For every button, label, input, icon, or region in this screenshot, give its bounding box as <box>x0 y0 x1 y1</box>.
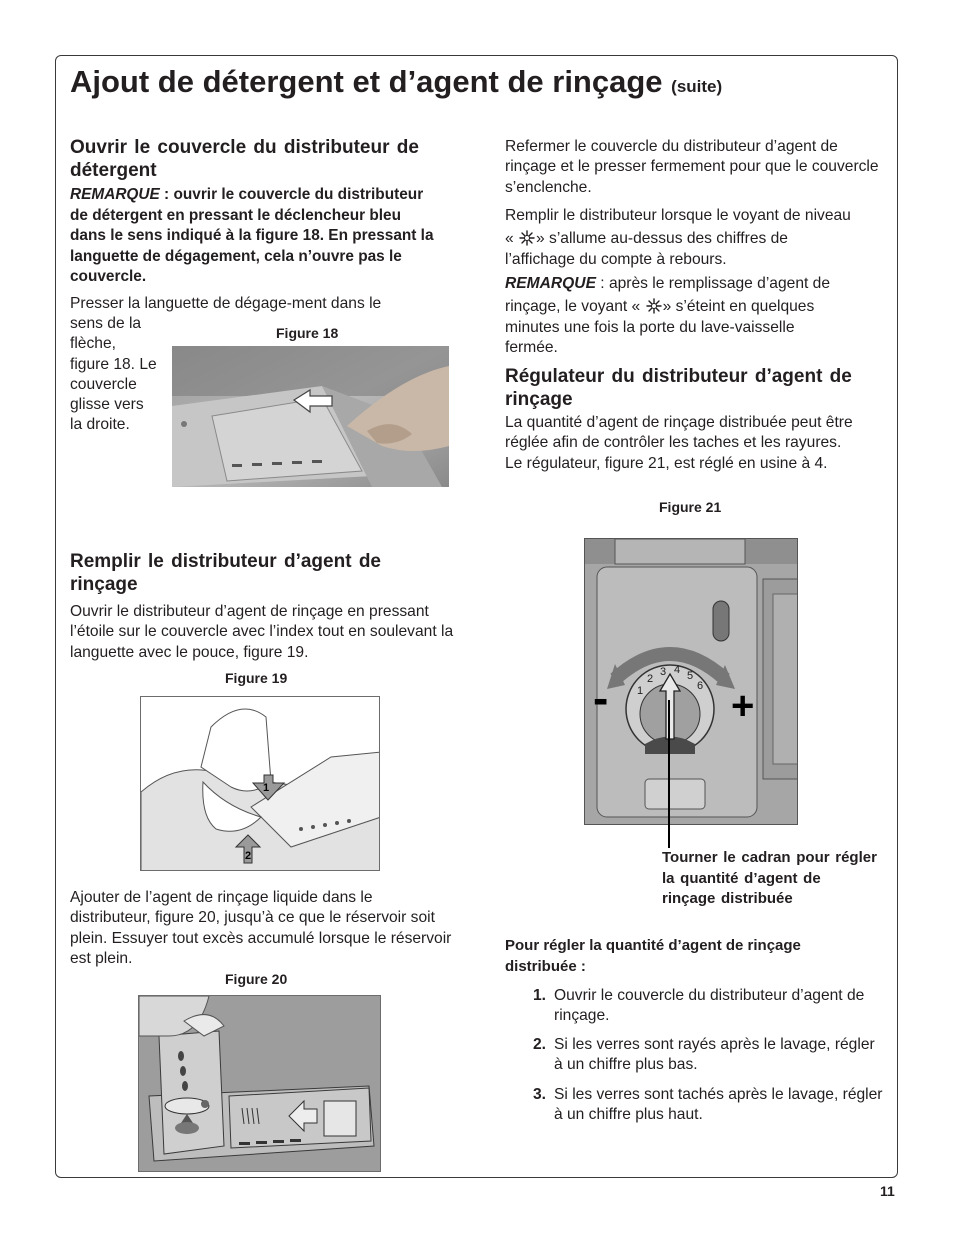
dial-digit-1: 1 <box>637 685 644 697</box>
refill-line-3: l’affichage du compte à rebours. <box>505 250 727 268</box>
rinse-aid-star-icon <box>645 298 663 314</box>
paragraph-press-tab-line1: Presser la languette de dégage-ment dans le <box>70 295 382 312</box>
step-number: 1. <box>533 987 547 1004</box>
dial-digit-2: 2 <box>647 673 654 685</box>
note-label-right: REMARQUE <box>505 275 596 292</box>
paragraph-regulator: La quantité d’agent de rinçage distribuée peut être réglée afin de contrôler les taches et les rayures. Le régulateur, figure 21, est réglé en usine à 4. <box>505 414 853 472</box>
refill-line-2-post: » s’allume au-dessus des chiffres de <box>536 230 788 248</box>
step-number: 2. <box>533 1036 547 1053</box>
step-text: Ouvrir le couvercle du distributeur d’agent de rinçage. <box>554 987 865 1025</box>
heading-open-detergent-cover: Ouvrir le couvercle du distributeur de détergent <box>70 137 419 181</box>
rinse-aid-star-icon <box>518 230 536 246</box>
paragraph-refill-indicator <box>505 206 895 270</box>
figure-21-callout: Tourner le cadran pour régler la quantité d’agent de rinçage distribuée <box>662 849 877 907</box>
paragraph-press-tab-rest: sens de la flèche, figure 18. Le couvercle glisse vers la droite. <box>70 315 157 434</box>
step-number: 3. <box>533 1086 547 1103</box>
dial-plus-sign: + <box>731 684 755 728</box>
dial-minus-sign: - <box>593 672 609 724</box>
note-indicator-off <box>505 274 895 358</box>
note-right-line-2-post: » s’éteint en quelques <box>662 298 815 316</box>
page-title-suffix: (suite) <box>671 77 723 96</box>
step-text: Si les verres sont rayés après le lavage, régler à un chiffre plus bas. <box>554 1036 875 1074</box>
refill-line-1: Remplir le distributeur lorsque le voyant de niveau <box>505 207 851 224</box>
dial-digit-4: 4 <box>674 664 681 676</box>
figure-20-image <box>138 995 381 1172</box>
figure-18-caption: Figure 18 <box>276 325 339 341</box>
dial-digit-3: 3 <box>660 666 667 678</box>
figure-19-label-2: 2 <box>245 850 252 862</box>
figure-18-image <box>172 346 449 487</box>
figure-21-caption: Figure 21 <box>659 499 722 515</box>
step-text: Si les verres sont tachés après le lavage, régler à un chiffre plus haut. <box>554 1086 883 1124</box>
figure-19-label-1: 1 <box>263 782 270 794</box>
page-number: 11 <box>880 1183 895 1199</box>
note-right-line-3: minutes une fois la porte du lave-vaisselle fermée. <box>505 318 795 356</box>
figure-19-caption: Figure 19 <box>225 670 288 686</box>
note-open-cover <box>70 185 440 288</box>
dial-digit-5: 5 <box>687 670 694 682</box>
figure-21-image <box>584 538 798 825</box>
paragraph-open-rinse-dispenser: Ouvrir le distributeur d’agent de rinçage en pressant l’étoile sur le couvercle avec l’index tout en soulevant la languette avec le pouce, figure 19. <box>70 603 454 661</box>
figure-19-image <box>140 696 380 871</box>
page-title-text: Ajout de détergent et d’agent de rinçage <box>70 64 663 99</box>
heading-fill-rinse-aid: Remplir le distributeur d’agent de rinçage <box>70 551 381 595</box>
dial-digit-6: 6 <box>697 680 704 692</box>
paragraph-add-rinse-aid: Ajouter de l’agent de rinçage liquide dans le distributeur, figure 20, jusqu’à ce que le réservoir soit plein. Essuyer tout excès accumulé lorsque le réservoir est plein. <box>70 889 452 967</box>
steps-heading: Pour régler la quantité d’agent de rinçage distribuée : <box>505 937 801 975</box>
note-right-line-2-pre: rinçage, le voyant « <box>505 298 645 316</box>
paragraph-close-cover: Refermer le couvercle du distributeur d’agent de rinçage et le presser fermement pour que le couvercle s’enclenche. <box>505 138 879 196</box>
refill-line-2-pre: « <box>505 230 519 248</box>
note-label: REMARQUE <box>70 186 160 203</box>
note-text: : ouvrir le couvercle du distributeur de détergent en pressant le déclencheur bleu dans le sens indiqué à la figure 18. En pressant la languette de dégagement, cela n’ouvre pas le couvercle. <box>70 186 434 285</box>
note-right-line-1: : après le remplissage d’agent de <box>595 275 831 292</box>
heading-rinse-regulator: Régulateur du distributeur d’agent de rinçage <box>505 366 852 410</box>
page-title <box>70 64 722 100</box>
callout-line <box>668 700 670 848</box>
figure-20-caption: Figure 20 <box>225 971 288 987</box>
